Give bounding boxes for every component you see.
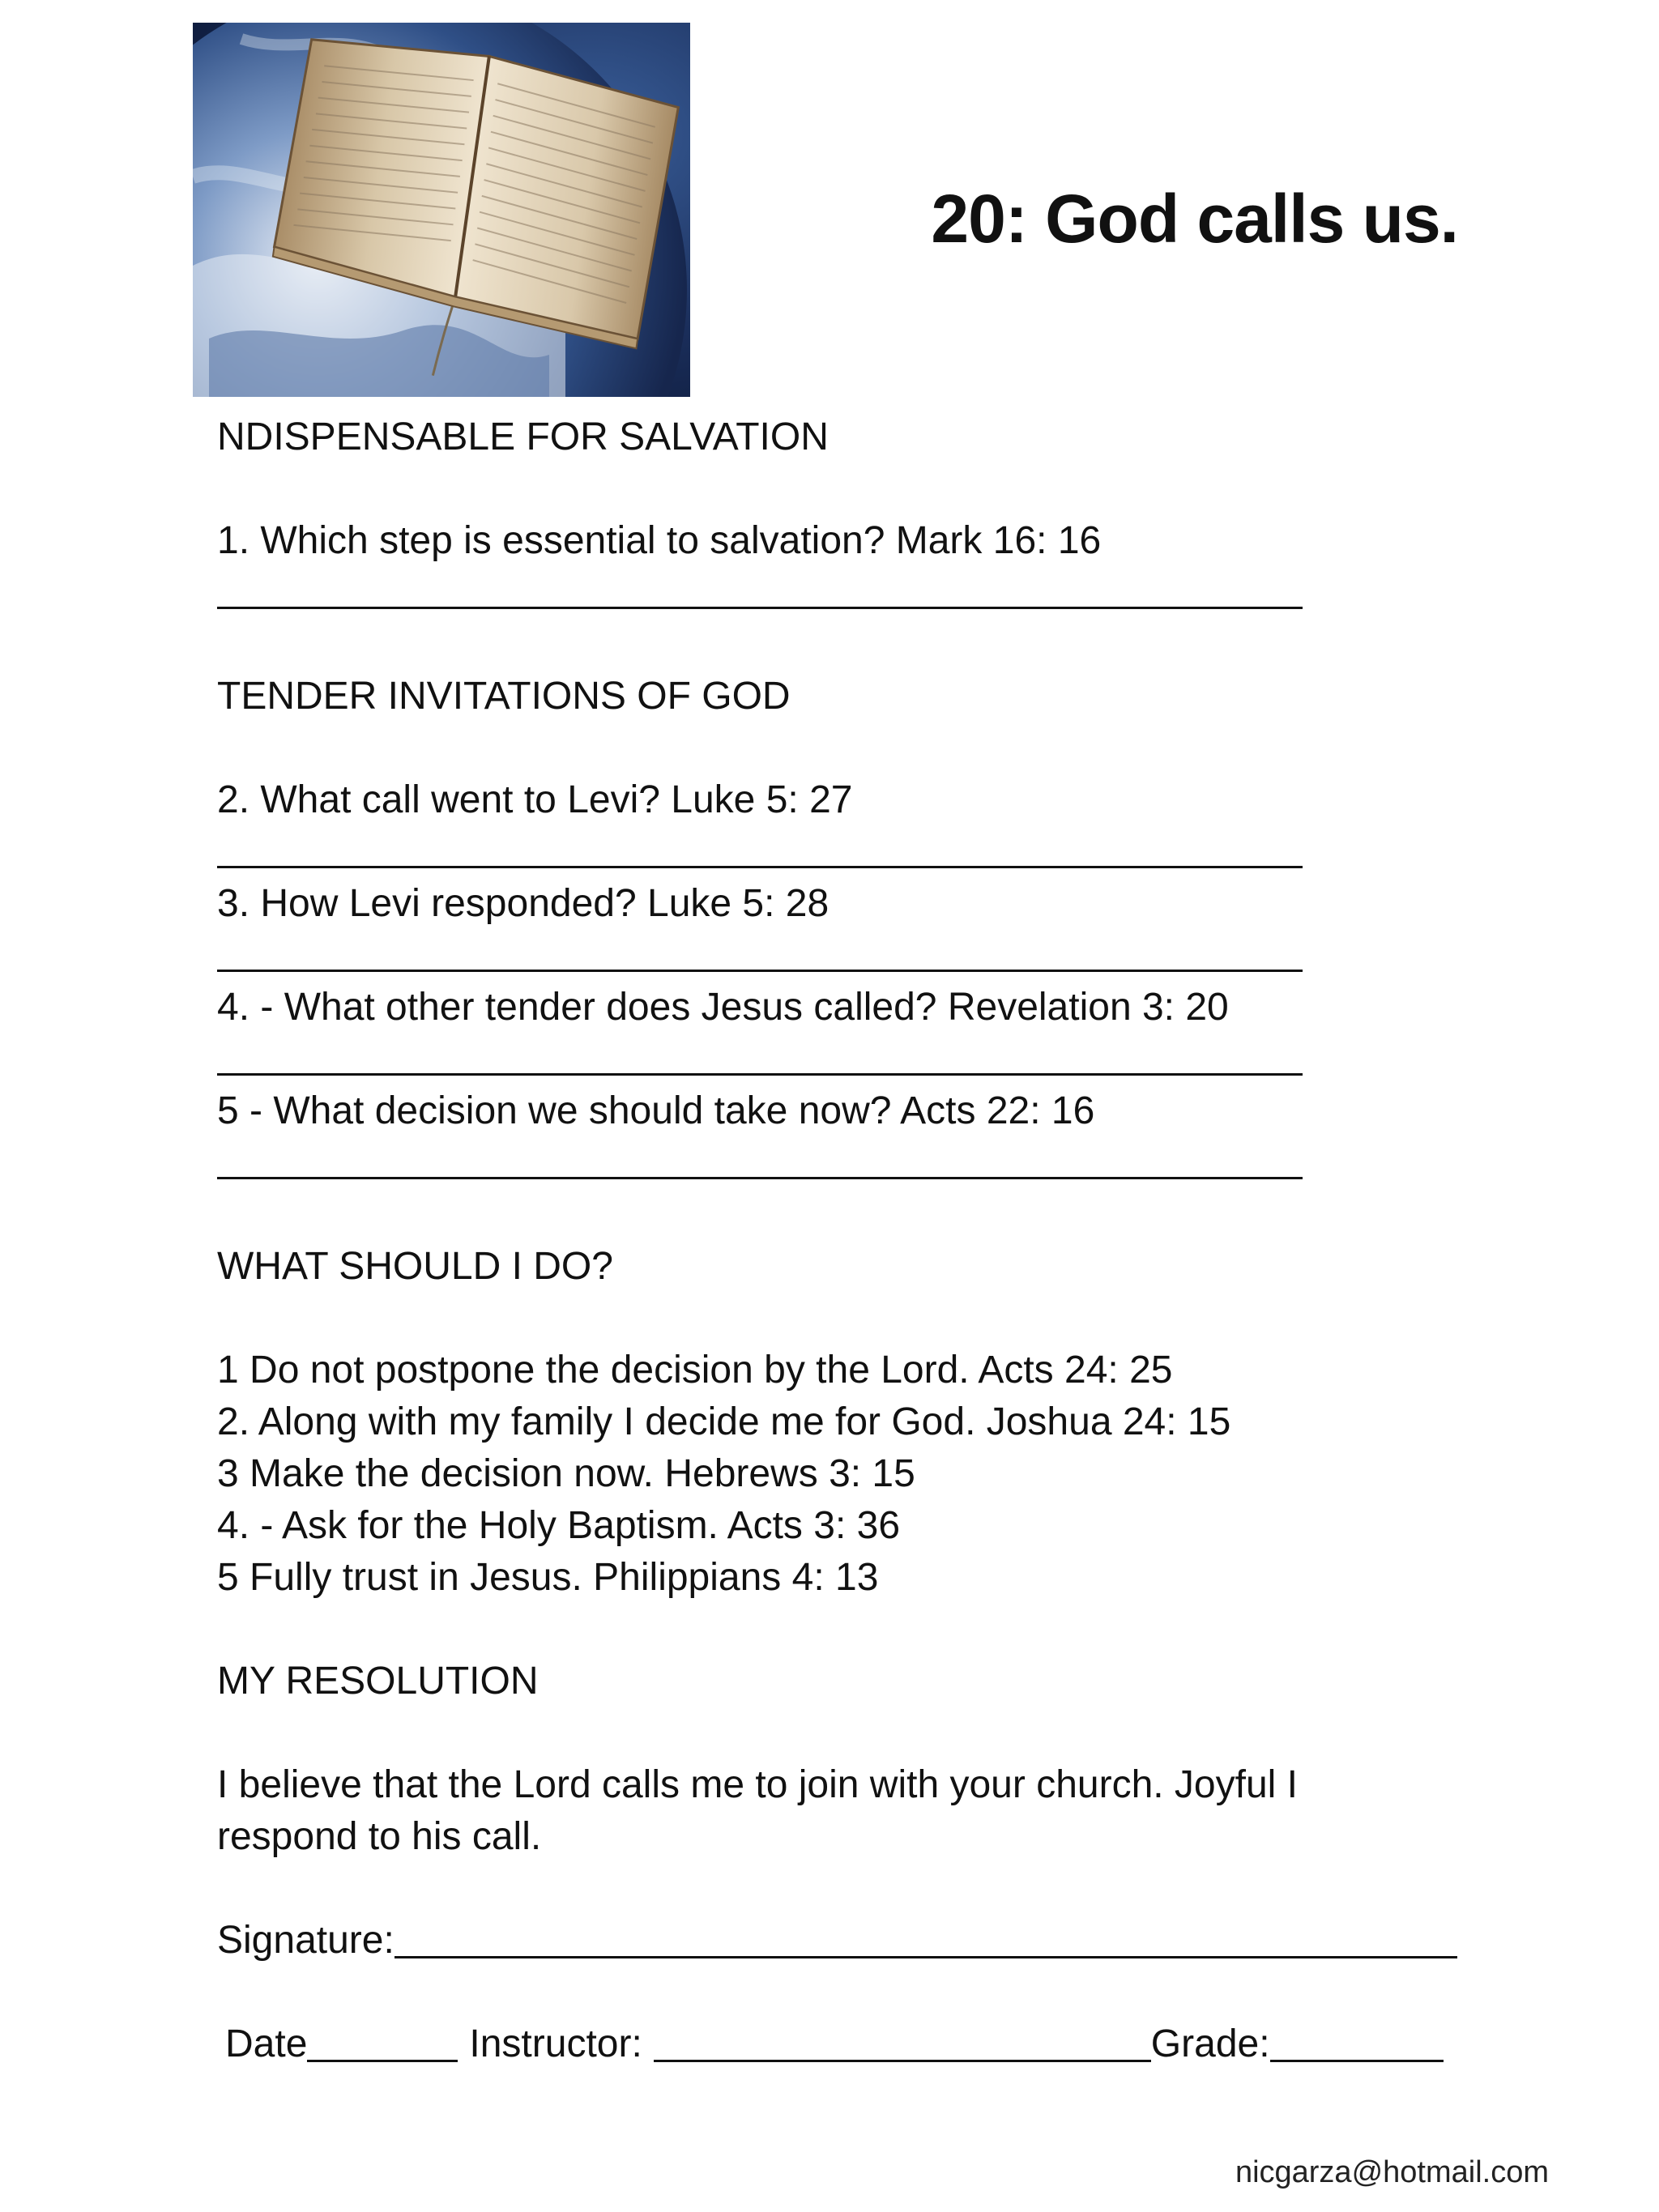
grade-field[interactable] — [1270, 2021, 1444, 2062]
question-1: 1. Which step is essential to salvation? Mark 16: 16 — [217, 519, 1102, 562]
list-item: 4. - Ask for the Holy Baptism. Acts 3: 36 — [217, 1504, 901, 1547]
resolution-text: I believe that the Lord calls me to join with your church. Joyful I respond to his call. — [217, 1763, 1298, 1858]
signature-row — [217, 1915, 1481, 1967]
worksheet-body — [217, 411, 1481, 2070]
bible-globe-image — [193, 23, 690, 397]
question-3: 3. How Levi responded? Luke 5: 28 — [217, 882, 830, 925]
instructor-field[interactable] — [654, 2021, 1151, 2062]
list-item: 5 Fully trust in Jesus. Philippians 4: 13 — [217, 1556, 879, 1599]
list-item: 3 Make the decision now. Hebrews 3: 15 — [217, 1452, 915, 1495]
date-label: Date — [225, 2022, 308, 2065]
page-title: 20: God calls us. — [931, 181, 1458, 257]
question-4: 4. - What other tender does Jesus called? Revelation 3: 20 — [217, 986, 1229, 1029]
answer-line-1[interactable] — [217, 567, 1303, 619]
date-instructor-grade-row — [217, 2018, 1481, 2070]
answer-line-3[interactable] — [217, 930, 1303, 982]
answer-line-2[interactable] — [217, 826, 1303, 878]
section-heading-salvation: NDISPENSABLE FOR SALVATION — [217, 416, 829, 458]
question-2: 2. What call went to Levi? Luke 5: 27 — [217, 778, 853, 821]
date-field[interactable] — [307, 2021, 458, 2062]
section-heading-invitations: TENDER INVITATIONS OF GOD — [217, 675, 791, 718]
answer-line-4[interactable] — [217, 1034, 1303, 1085]
signature-label: Signature: — [217, 1919, 394, 1962]
instructor-label: Instructor: — [469, 2022, 642, 2065]
section-heading-todo: WHAT SHOULD I DO? — [217, 1245, 613, 1288]
section-heading-resolution: MY RESOLUTION — [217, 1660, 539, 1703]
answer-line-5[interactable] — [217, 1137, 1303, 1189]
signature-field[interactable] — [394, 1917, 1457, 1958]
footer-email: nicgarza@hotmail.com — [1235, 2155, 1549, 2189]
list-item: 2. Along with my family I decide me for God. Joshua 24: 15 — [217, 1400, 1231, 1443]
list-item: 1 Do not postpone the decision by the Lord. Acts 24: 25 — [217, 1349, 1173, 1392]
grade-label: Grade: — [1150, 2022, 1270, 2065]
question-5: 5 - What decision we should take now? Acts 22: 16 — [217, 1089, 1095, 1132]
